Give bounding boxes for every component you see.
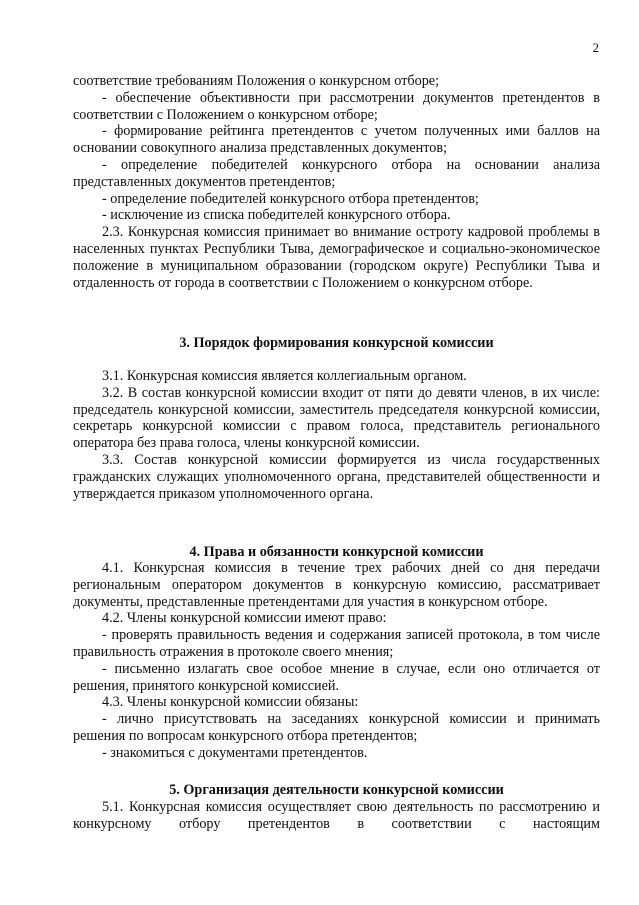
page-number: 2: [592, 40, 599, 55]
list-item: - лично присутствовать на заседаниях конкурсной комиссии и принимать решения по вопросам конкурсного отбора претендентов;: [73, 711, 600, 744]
list-item: - проверять правильность ведения и содержания записей протокола, в том числе правильность отражения в протоколе своего мнения;: [73, 627, 600, 660]
list-item: - определение победителей конкурсного отбора на основании анализа представленных документов претендентов;: [73, 156, 600, 190]
list-item: - определение победителей конкурсного отбора претендентов;: [102, 190, 479, 207]
paragraph-4-1: 4.1. Конкурсная комиссия в течение трех рабочих дней со дня передачи региональным оператором документов в конкурсную комиссию, рассматривает документы, представленные претендентами для участия в конкурсном отборе.: [73, 560, 600, 610]
paragraph-4-2: 4.2. Члены конкурсной комиссии имеют право:: [102, 610, 387, 627]
section2-continuation: [73, 73, 600, 291]
section3-heading: 3. Порядок формирования конкурсной комиссии: [179, 335, 494, 351]
paragraph-3-3: 3.3. Состав конкурсной комиссии формируется из числа государственных гражданских служащих уполномоченного органа, представителей общественности и утверждается приказом уполномоченного органа.: [73, 451, 600, 502]
paragraph-3-1: 3.1. Конкурсная комиссия является коллегиальным органом.: [102, 368, 467, 384]
list-item: - письменно излагать свое особое мнение в случае, если оно отличается от решения, принятого конкурсной комиссией.: [73, 660, 600, 694]
paragraph-3-2: 3.2. В состав конкурсной комиссии входит от пяти до девяти членов, в их числе: председатель конкурсной комиссии, заместитель председателя конкурсной комиссии, секретарь конкурсной комиссии с правом голоса, представитель регионального оператора без права голоса, члены конкурсной комиссии.: [73, 384, 600, 452]
section4-body: [73, 560, 600, 762]
section3-body: [73, 368, 600, 502]
paragraph-2-3: 2.3. Конкурсная комиссия принимает во внимание остроту кадровой проблемы в населенных пунктах Республики Тыва, демографическое и социально-экономическое положение в муниципальном образовании (городском округе) Республики Тыва и отдаленность от города в соответствии с Положением о конкурсном отборе.: [73, 224, 600, 291]
list-item: - исключение из списка победителей конкурсного отбора.: [102, 207, 451, 224]
list-item: - обеспечение объективности при рассмотрении документов претендентов в соответствии с Положением о конкурсном отборе;: [73, 89, 600, 123]
list-item: - знакомиться с документами претендентов.: [102, 744, 368, 761]
paragraph: соответствие требованиям Положения о конкурсном отборе;: [73, 73, 440, 89]
section4-heading: 4. Права и обязанности конкурсной комиссии: [189, 544, 484, 560]
paragraph-4-3: 4.3. Члены конкурсной комиссии обязаны:: [102, 694, 359, 711]
paragraph-5-1: 5.1. Конкурсная комиссия осуществляет свою деятельность по рассмотрению и конкурсному отбору претендентов в соответствии с настоящим: [73, 799, 600, 832]
section5-body: [73, 799, 600, 833]
list-item: - формирование рейтинга претендентов с учетом полученных ими баллов на основании совокупного анализа представленных документов;: [73, 123, 600, 157]
section5-heading: 5. Организация деятельности конкурсной комиссии: [169, 782, 504, 798]
